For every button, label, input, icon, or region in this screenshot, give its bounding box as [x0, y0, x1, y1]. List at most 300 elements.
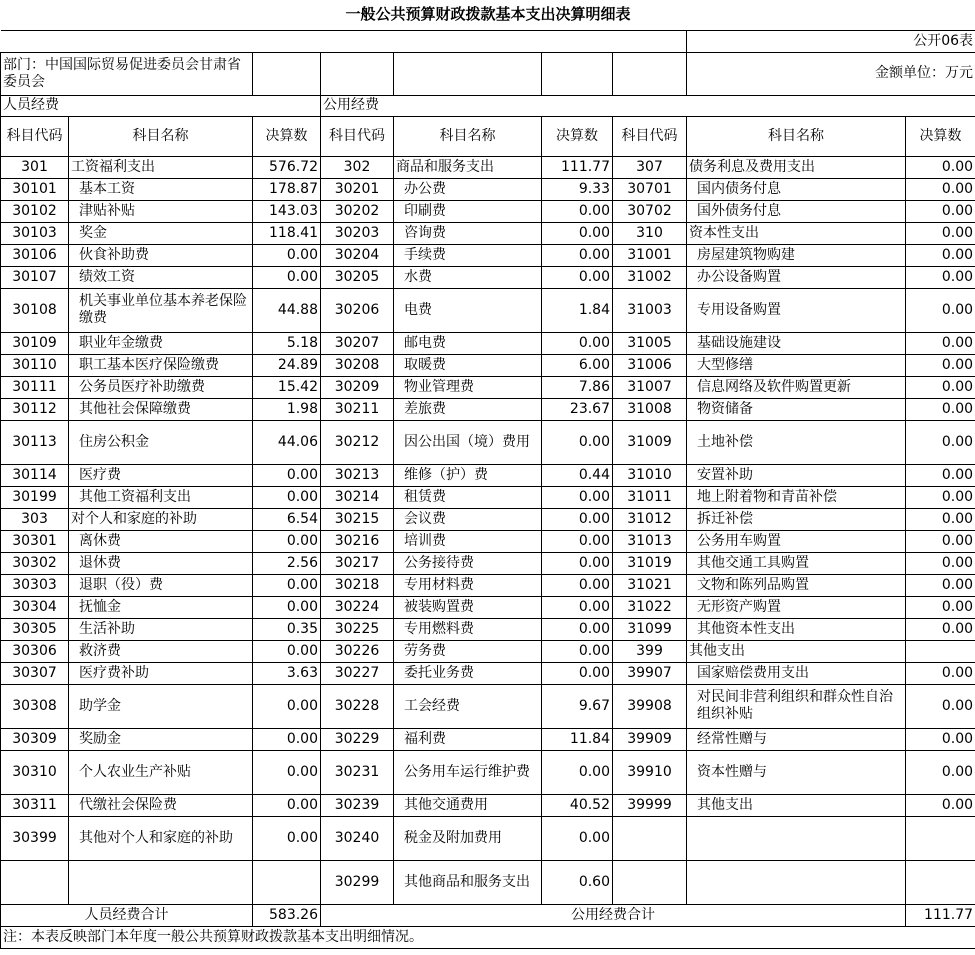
public-item-code: 30202 — [321, 200, 394, 222]
personnel-item-amount: 6.54 — [253, 508, 321, 530]
public-item-name: 会议费 — [394, 508, 542, 530]
report-title: 一般公共预算财政拨款基本支出决算明细表 — [1, 0, 975, 30]
public-item-code: 302 — [321, 156, 394, 178]
table-row — [1, 486, 975, 508]
personnel-item-amount: 5.18 — [253, 332, 321, 354]
personnel-item-code: 30114 — [1, 464, 69, 486]
personnel-item-name: 职业年金缴费 — [69, 332, 253, 354]
public-item-amount: 0.00 — [906, 618, 975, 640]
public-item-code: 310 — [613, 222, 687, 244]
public-item-amount: 0.00 — [542, 222, 613, 244]
public-item-name: 对民间非营利组织和群众性自治组织补贴 — [687, 684, 906, 728]
public-item-amount: 0.00 — [906, 156, 975, 178]
personnel-total-label: 人员经费合计 — [1, 904, 253, 926]
public-item-name: 差旅费 — [394, 398, 542, 420]
public-item-name: 劳务费 — [394, 640, 542, 662]
public-item-code: 31002 — [613, 266, 687, 288]
department-label: 部门：中国国际贸易促进委员会甘肃省委员会 — [1, 52, 253, 95]
public-item-code: 30209 — [321, 376, 394, 398]
public-item-code: 30224 — [321, 596, 394, 618]
public-item-amount: 9.33 — [542, 178, 613, 200]
public-item-amount: 0.00 — [542, 244, 613, 266]
public-item-amount: 0.00 — [906, 332, 975, 354]
public-item-amount: 0.00 — [542, 574, 613, 596]
personnel-item-name: 基本工资 — [69, 178, 253, 200]
personnel-item-name: 奖励金 — [69, 728, 253, 750]
public-item-code: 31001 — [613, 244, 687, 266]
public-item-name: 水费 — [394, 266, 542, 288]
personnel-item-amount: 0.00 — [253, 596, 321, 618]
public-item-code: 30299 — [321, 860, 394, 904]
table-row — [1, 156, 975, 178]
public-item-name: 安置补助 — [687, 464, 906, 486]
public-item-name: 其他商品和服务支出 — [394, 860, 542, 904]
personnel-item-amount: 0.00 — [253, 816, 321, 860]
public-item-name: 被装购置费 — [394, 596, 542, 618]
personnel-item-code: 30301 — [1, 530, 69, 552]
table-row — [1, 376, 975, 398]
public-item-code: 30228 — [321, 684, 394, 728]
public-item-code: 30211 — [321, 398, 394, 420]
header-name: 科目名称 — [687, 116, 906, 156]
public-item-name: 公务接待费 — [394, 552, 542, 574]
personnel-item-amount — [253, 860, 321, 904]
public-item-name: 物业管理费 — [394, 376, 542, 398]
table-row — [1, 552, 975, 574]
personnel-item-code: 30310 — [1, 750, 69, 794]
header-code: 科目代码 — [613, 116, 687, 156]
public-item-name: 委托业务费 — [394, 662, 542, 684]
public-item-amount: 0.00 — [906, 574, 975, 596]
public-item-amount — [906, 860, 975, 904]
public-item-amount: 111.77 — [542, 156, 613, 178]
personnel-item-code: 30102 — [1, 200, 69, 222]
personnel-item-code: 30199 — [1, 486, 69, 508]
personnel-item-amount: 44.88 — [253, 288, 321, 332]
personnel-item-code: 30304 — [1, 596, 69, 618]
personnel-item-amount: 0.00 — [253, 244, 321, 266]
public-item-amount: 0.00 — [542, 750, 613, 794]
public-item-amount: 0.00 — [906, 464, 975, 486]
personnel-item-name: 奖金 — [69, 222, 253, 244]
public-item-name: 办公费 — [394, 178, 542, 200]
personnel-item-amount: 0.00 — [253, 794, 321, 816]
public-item-name: 资本性赠与 — [687, 750, 906, 794]
public-item-name: 手续费 — [394, 244, 542, 266]
table-row — [1, 596, 975, 618]
public-item-code: 39908 — [613, 684, 687, 728]
public-item-name: 文物和陈列品购置 — [687, 574, 906, 596]
public-item-amount: 0.00 — [906, 200, 975, 222]
public-item-name: 物资储备 — [687, 398, 906, 420]
public-item-name: 其他支出 — [687, 794, 906, 816]
public-item-name: 公务用车购置 — [687, 530, 906, 552]
public-item-code: 307 — [613, 156, 687, 178]
public-item-name: 无形资产购置 — [687, 596, 906, 618]
public-item-code: 30215 — [321, 508, 394, 530]
public-item-name: 专用设备购置 — [687, 288, 906, 332]
public-item-amount: 0.00 — [542, 596, 613, 618]
table-row — [1, 266, 975, 288]
public-item-code: 31009 — [613, 420, 687, 464]
personnel-item-amount: 0.00 — [253, 530, 321, 552]
public-item-code: 30227 — [321, 662, 394, 684]
public-item-amount — [906, 640, 975, 662]
public-item-name: 资本性支出 — [687, 222, 906, 244]
personnel-item-name: 伙食补助费 — [69, 244, 253, 266]
public-item-code: 31007 — [613, 376, 687, 398]
personnel-item-code: 30399 — [1, 816, 69, 860]
public-item-name: 因公出国（境）费用 — [394, 420, 542, 464]
personnel-item-name: 离休费 — [69, 530, 253, 552]
header-amount: 决算数 — [906, 116, 975, 156]
table-row — [1, 530, 975, 552]
personnel-item-code: 30311 — [1, 794, 69, 816]
public-item-code: 30212 — [321, 420, 394, 464]
personnel-item-code: 301 — [1, 156, 69, 178]
table-row — [1, 574, 975, 596]
public-item-code: 30229 — [321, 728, 394, 750]
personnel-item-code: 303 — [1, 508, 69, 530]
personnel-item-code: 30110 — [1, 354, 69, 376]
public-item-code: 30702 — [613, 200, 687, 222]
public-item-amount: 0.00 — [906, 750, 975, 794]
personnel-item-name: 津贴补贴 — [69, 200, 253, 222]
public-item-name: 邮电费 — [394, 332, 542, 354]
table-row — [1, 750, 975, 794]
public-item-amount: 0.00 — [542, 486, 613, 508]
public-total-amount: 111.77 — [906, 904, 975, 926]
public-item-amount: 0.00 — [906, 244, 975, 266]
public-item-amount: 0.00 — [542, 618, 613, 640]
public-item-amount: 0.00 — [906, 398, 975, 420]
public-item-name: 电费 — [394, 288, 542, 332]
public-item-name: 土地补偿 — [687, 420, 906, 464]
public-item-code: 31019 — [613, 552, 687, 574]
public-item-code: 30214 — [321, 486, 394, 508]
public-item-code: 30239 — [321, 794, 394, 816]
public-item-name: 大型修缮 — [687, 354, 906, 376]
public-item-amount: 0.00 — [906, 288, 975, 332]
personnel-item-name: 退职（役）费 — [69, 574, 253, 596]
table-row — [1, 860, 975, 904]
public-item-amount: 0.00 — [906, 530, 975, 552]
public-item-name: 其他交通工具购置 — [687, 552, 906, 574]
table-row — [1, 222, 975, 244]
personnel-item-amount: 15.42 — [253, 376, 321, 398]
public-item-code: 39909 — [613, 728, 687, 750]
table-note: 注：本表反映部门本年度一般公共预算财政拨款基本支出明细情况。 — [1, 926, 975, 948]
public-item-code: 31021 — [613, 574, 687, 596]
public-item-name — [687, 860, 906, 904]
public-item-name: 拆迁补偿 — [687, 508, 906, 530]
header-name: 科目名称 — [394, 116, 542, 156]
personnel-item-amount: 3.63 — [253, 662, 321, 684]
personnel-total-amount: 583.26 — [253, 904, 321, 926]
table-row — [1, 200, 975, 222]
public-item-code: 31003 — [613, 288, 687, 332]
amount-unit-label: 金额单位：万元 — [687, 52, 975, 95]
public-item-amount: 0.00 — [906, 420, 975, 464]
personnel-item-amount: 576.72 — [253, 156, 321, 178]
public-item-code: 30240 — [321, 816, 394, 860]
public-item-name: 印刷费 — [394, 200, 542, 222]
public-item-amount: 23.67 — [542, 398, 613, 420]
public-item-code: 31012 — [613, 508, 687, 530]
personnel-item-code: 30108 — [1, 288, 69, 332]
public-item-code: 30218 — [321, 574, 394, 596]
personnel-item-code: 30101 — [1, 178, 69, 200]
table-row — [1, 728, 975, 750]
public-item-name: 公务用车运行维护费 — [394, 750, 542, 794]
personnel-item-name: 绩效工资 — [69, 266, 253, 288]
public-item-code: 31005 — [613, 332, 687, 354]
table-row — [1, 332, 975, 354]
table-row — [1, 464, 975, 486]
public-item-code: 30201 — [321, 178, 394, 200]
personnel-item-amount: 143.03 — [253, 200, 321, 222]
public-item-amount: 0.00 — [542, 816, 613, 860]
personnel-item-name: 医疗费 — [69, 464, 253, 486]
public-item-code: 399 — [613, 640, 687, 662]
public-item-name: 国内债务付息 — [687, 178, 906, 200]
public-item-code: 31010 — [613, 464, 687, 486]
public-item-name: 税金及附加费用 — [394, 816, 542, 860]
personnel-item-amount: 2.56 — [253, 552, 321, 574]
public-item-code: 30226 — [321, 640, 394, 662]
public-item-amount: 0.00 — [542, 420, 613, 464]
header-code: 科目代码 — [1, 116, 69, 156]
public-item-name: 取暖费 — [394, 354, 542, 376]
public-item-code: 30217 — [321, 552, 394, 574]
personnel-item-amount: 24.89 — [253, 354, 321, 376]
public-item-amount: 0.60 — [542, 860, 613, 904]
personnel-item-amount: 0.00 — [253, 266, 321, 288]
public-item-name: 维修（护）费 — [394, 464, 542, 486]
public-item-name: 其他资本性支出 — [687, 618, 906, 640]
public-item-amount: 0.00 — [542, 200, 613, 222]
public-item-code: 31011 — [613, 486, 687, 508]
personnel-item-name: 医疗费补助 — [69, 662, 253, 684]
public-item-code: 30225 — [321, 618, 394, 640]
public-item-amount: 0.00 — [542, 662, 613, 684]
public-item-name: 经常性赠与 — [687, 728, 906, 750]
public-item-name: 培训费 — [394, 530, 542, 552]
personnel-item-amount: 0.00 — [253, 728, 321, 750]
public-item-amount: 0.00 — [542, 508, 613, 530]
header-row — [1, 116, 975, 156]
personnel-item-code: 30309 — [1, 728, 69, 750]
public-item-amount: 0.00 — [906, 178, 975, 200]
public-item-name: 债务利息及费用支出 — [687, 156, 906, 178]
section-public: 公用经费 — [321, 95, 975, 116]
public-item-amount: 0.00 — [906, 266, 975, 288]
public-item-amount — [906, 816, 975, 860]
public-item-amount: 0.00 — [906, 794, 975, 816]
public-item-code: 39999 — [613, 794, 687, 816]
public-item-amount: 0.00 — [906, 728, 975, 750]
personnel-item-name: 退休费 — [69, 552, 253, 574]
public-item-code: 31099 — [613, 618, 687, 640]
personnel-item-name: 代缴社会保险费 — [69, 794, 253, 816]
personnel-item-name: 抚恤金 — [69, 596, 253, 618]
public-item-code — [613, 816, 687, 860]
public-item-name: 国外债务付息 — [687, 200, 906, 222]
personnel-item-name: 机关事业单位基本养老保险缴费 — [69, 288, 253, 332]
public-item-code — [613, 860, 687, 904]
public-item-name: 其他支出 — [687, 640, 906, 662]
public-item-code: 39910 — [613, 750, 687, 794]
header-amount: 决算数 — [542, 116, 613, 156]
table-row — [1, 244, 975, 266]
personnel-item-amount: 178.87 — [253, 178, 321, 200]
totals-row — [1, 904, 975, 926]
public-item-code: 31013 — [613, 530, 687, 552]
public-item-name: 专用燃料费 — [394, 618, 542, 640]
public-item-code: 30216 — [321, 530, 394, 552]
personnel-item-code: 30308 — [1, 684, 69, 728]
table-row — [1, 662, 975, 684]
public-item-amount: 7.86 — [542, 376, 613, 398]
personnel-item-code: 30302 — [1, 552, 69, 574]
personnel-item-name: 工资福利支出 — [69, 156, 253, 178]
personnel-item-code: 30111 — [1, 376, 69, 398]
public-item-amount: 1.84 — [542, 288, 613, 332]
personnel-item-amount: 0.00 — [253, 640, 321, 662]
public-item-amount: 0.00 — [906, 222, 975, 244]
public-item-amount: 0.00 — [906, 596, 975, 618]
public-item-code: 31022 — [613, 596, 687, 618]
personnel-item-name: 个人农业生产补贴 — [69, 750, 253, 794]
public-item-code: 30203 — [321, 222, 394, 244]
personnel-item-amount: 0.35 — [253, 618, 321, 640]
public-item-name: 专用材料费 — [394, 574, 542, 596]
personnel-item-code: 30107 — [1, 266, 69, 288]
personnel-item-code: 30306 — [1, 640, 69, 662]
personnel-item-amount: 0.00 — [253, 750, 321, 794]
public-item-name: 地上附着物和青苗补偿 — [687, 486, 906, 508]
public-item-code: 30207 — [321, 332, 394, 354]
header-name: 科目名称 — [69, 116, 253, 156]
personnel-item-name: 住房公积金 — [69, 420, 253, 464]
personnel-item-amount: 0.00 — [253, 464, 321, 486]
personnel-item-amount: 44.06 — [253, 420, 321, 464]
table-row — [1, 354, 975, 376]
public-item-name: 办公设备购置 — [687, 266, 906, 288]
personnel-item-name: 职工基本医疗保险缴费 — [69, 354, 253, 376]
personnel-item-name: 其他工资福利支出 — [69, 486, 253, 508]
public-item-amount: 0.00 — [542, 332, 613, 354]
table-code: 公开06表 — [687, 30, 975, 52]
public-item-code: 31008 — [613, 398, 687, 420]
public-item-name: 房屋建筑物购建 — [687, 244, 906, 266]
table-row — [1, 684, 975, 728]
personnel-item-code: 30106 — [1, 244, 69, 266]
public-item-name: 福利费 — [394, 728, 542, 750]
personnel-item-code: 30307 — [1, 662, 69, 684]
public-item-code: 30701 — [613, 178, 687, 200]
public-item-amount: 0.00 — [906, 354, 975, 376]
table-row — [1, 640, 975, 662]
public-item-amount: 0.00 — [906, 662, 975, 684]
public-item-amount: 11.84 — [542, 728, 613, 750]
table-row — [1, 178, 975, 200]
personnel-item-name: 助学金 — [69, 684, 253, 728]
public-item-code: 30213 — [321, 464, 394, 486]
personnel-item-code — [1, 860, 69, 904]
public-item-code: 30208 — [321, 354, 394, 376]
personnel-item-code: 30103 — [1, 222, 69, 244]
public-item-name: 基础设施建设 — [687, 332, 906, 354]
public-item-name: 租赁费 — [394, 486, 542, 508]
personnel-item-amount: 0.00 — [253, 574, 321, 596]
public-item-amount: 0.00 — [542, 266, 613, 288]
header-code: 科目代码 — [321, 116, 394, 156]
public-item-name: 国家赔偿费用支出 — [687, 662, 906, 684]
public-item-name: 商品和服务支出 — [394, 156, 542, 178]
personnel-item-name: 生活补助 — [69, 618, 253, 640]
public-item-code: 30205 — [321, 266, 394, 288]
public-item-amount: 0.00 — [906, 684, 975, 728]
public-item-code: 39907 — [613, 662, 687, 684]
section-personnel: 人员经费 — [1, 95, 321, 116]
public-item-amount: 9.67 — [542, 684, 613, 728]
table-row — [1, 420, 975, 464]
table-row — [1, 288, 975, 332]
personnel-item-name: 救济费 — [69, 640, 253, 662]
public-item-amount: 40.52 — [542, 794, 613, 816]
table-row — [1, 618, 975, 640]
public-item-code: 30206 — [321, 288, 394, 332]
public-item-code: 30204 — [321, 244, 394, 266]
table-row — [1, 508, 975, 530]
public-item-amount: 6.00 — [542, 354, 613, 376]
personnel-item-code: 30113 — [1, 420, 69, 464]
public-item-name: 咨询费 — [394, 222, 542, 244]
public-total-label: 公用经费合计 — [321, 904, 906, 926]
public-item-amount: 0.00 — [906, 552, 975, 574]
personnel-item-name: 对个人和家庭的补助 — [69, 508, 253, 530]
public-item-amount: 0.00 — [542, 530, 613, 552]
personnel-item-name: 公务员医疗补助缴费 — [69, 376, 253, 398]
public-item-code: 30231 — [321, 750, 394, 794]
personnel-item-amount: 0.00 — [253, 486, 321, 508]
public-item-amount: 0.00 — [542, 640, 613, 662]
public-item-name: 信息网络及软件购置更新 — [687, 376, 906, 398]
header-amount: 决算数 — [253, 116, 321, 156]
public-item-amount: 0.00 — [542, 552, 613, 574]
public-item-amount: 0.00 — [906, 486, 975, 508]
public-item-code: 31006 — [613, 354, 687, 376]
public-item-amount: 0.44 — [542, 464, 613, 486]
public-item-amount: 0.00 — [906, 376, 975, 398]
public-item-name: 其他交通费用 — [394, 794, 542, 816]
public-item-name: 工会经费 — [394, 684, 542, 728]
personnel-item-amount: 0.00 — [253, 684, 321, 728]
personnel-item-code: 30303 — [1, 574, 69, 596]
table-row — [1, 816, 975, 860]
public-item-amount: 0.00 — [906, 508, 975, 530]
personnel-item-name — [69, 860, 253, 904]
personnel-item-code: 30109 — [1, 332, 69, 354]
personnel-item-name: 其他社会保障缴费 — [69, 398, 253, 420]
personnel-item-code: 30112 — [1, 398, 69, 420]
personnel-item-name: 其他对个人和家庭的补助 — [69, 816, 253, 860]
personnel-item-amount: 1.98 — [253, 398, 321, 420]
public-item-name — [687, 816, 906, 860]
table-row — [1, 794, 975, 816]
table-row — [1, 398, 975, 420]
